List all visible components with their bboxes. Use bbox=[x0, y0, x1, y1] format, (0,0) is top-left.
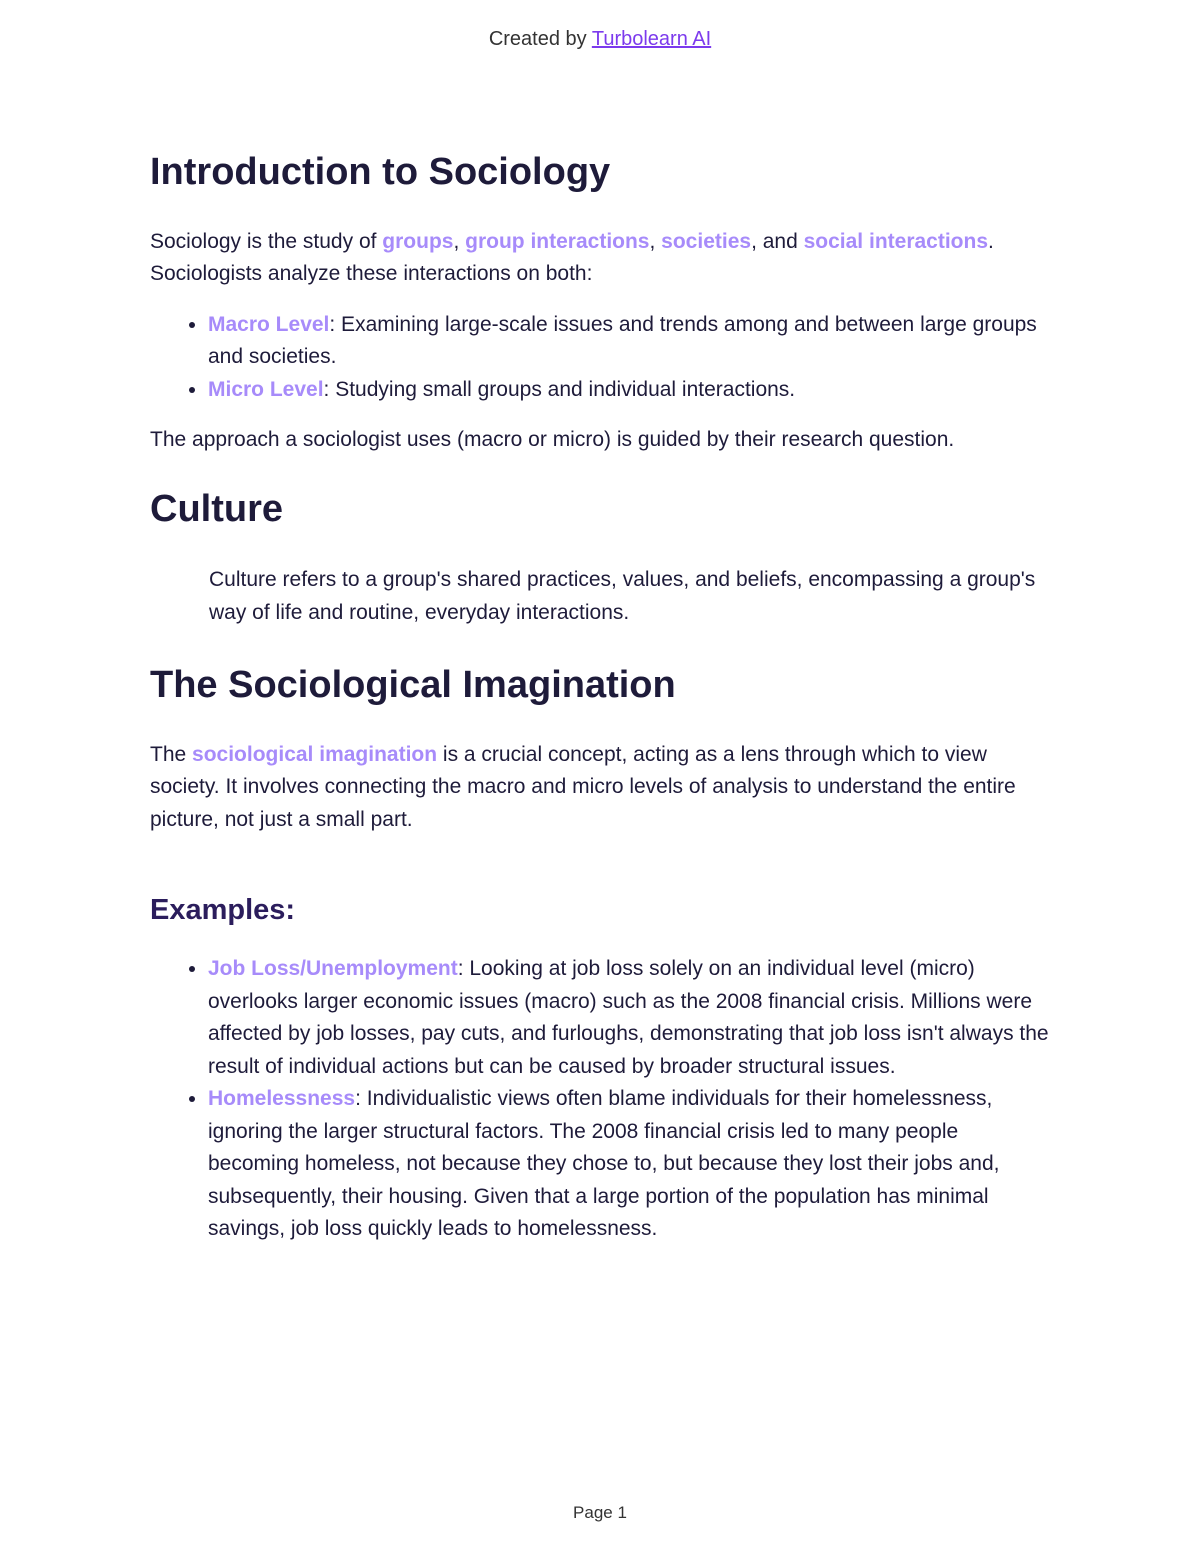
term-groups: groups bbox=[382, 229, 454, 253]
term-homelessness: Homelessness bbox=[208, 1087, 356, 1111]
page-number: Page 1 bbox=[573, 1503, 627, 1522]
imagination-title: The Sociological Imagination bbox=[150, 664, 676, 707]
term-social-interactions: social interactions bbox=[803, 229, 989, 253]
list-item bbox=[208, 309, 1050, 374]
intro-title: Introduction to Sociology bbox=[150, 151, 611, 193]
term-sociological-imagination: sociological imagination bbox=[192, 742, 438, 766]
term-macro-level: Macro Level bbox=[208, 312, 330, 336]
list-item-text: : Examining large-scale issues and trends among and between large groups and societies. bbox=[208, 312, 1037, 369]
list-item-text: : Looking at job loss solely on an individual level (micro) overlooks larger economic issues (macro) such as the 2008 financial crisis. Millions were affected by job losses, pay cuts, and furloughs, demonstrating that job loss isn't always the result of individual actions but can be caused by broader structural issues. bbox=[208, 957, 1049, 1078]
turbolearn-link[interactable]: Turbolearn AI bbox=[591, 28, 712, 50]
imagination-text: is a crucial concept, acting as a lens through which to view society. It involves connecting the macro and micro levels of analysis to understand the entire picture, not just a small part. bbox=[150, 742, 1016, 831]
term-job-loss: Job Loss/Unemployment bbox=[208, 957, 458, 981]
intro-paragraph bbox=[150, 226, 1050, 291]
list-item bbox=[208, 953, 1050, 1083]
separator: , bbox=[453, 229, 466, 253]
list-item-text: : Studying small groups and individual interactions. bbox=[323, 377, 796, 401]
culture-quote: Culture refers to a group's shared practices, values, and beliefs, encompassing a group's way of life and routine, everyday interactions. bbox=[209, 568, 1036, 624]
created-by-label: Created by bbox=[488, 28, 592, 50]
term-micro-level: Micro Level bbox=[208, 377, 324, 401]
page-header bbox=[0, 28, 1200, 51]
term-societies: societies bbox=[661, 229, 752, 253]
intro-text: Sociology is the study of bbox=[150, 229, 383, 253]
examples-title: Examples: bbox=[150, 894, 296, 927]
approach-paragraph: The approach a sociologist uses (macro or micro) is guided by their research question. bbox=[150, 428, 955, 452]
list-item bbox=[208, 1083, 1050, 1246]
imagination-text: The bbox=[150, 742, 193, 766]
list-item bbox=[208, 374, 1050, 407]
list-item-text: : Individualistic views often blame individuals for their homelessness, ignoring the larger structural factors. The 2008 financial crisis led to many people becoming homeless, not because they chose to, but because they lost their jobs and, subsequently, their housing. Given that a large portion of the population has minimal savings, job loss quickly leads to homelessness. bbox=[208, 1087, 1000, 1241]
imagination-paragraph bbox=[150, 739, 1050, 837]
intro-text: . Sociologists analyze these interactions on both: bbox=[150, 229, 994, 286]
separator: , and bbox=[751, 229, 804, 253]
term-group-interactions: group interactions bbox=[465, 229, 650, 253]
separator: , bbox=[649, 229, 662, 253]
levels-list bbox=[150, 309, 1050, 407]
examples-list bbox=[150, 953, 1050, 1246]
document-body bbox=[150, 150, 1050, 1264]
culture-title: Culture bbox=[150, 487, 283, 530]
